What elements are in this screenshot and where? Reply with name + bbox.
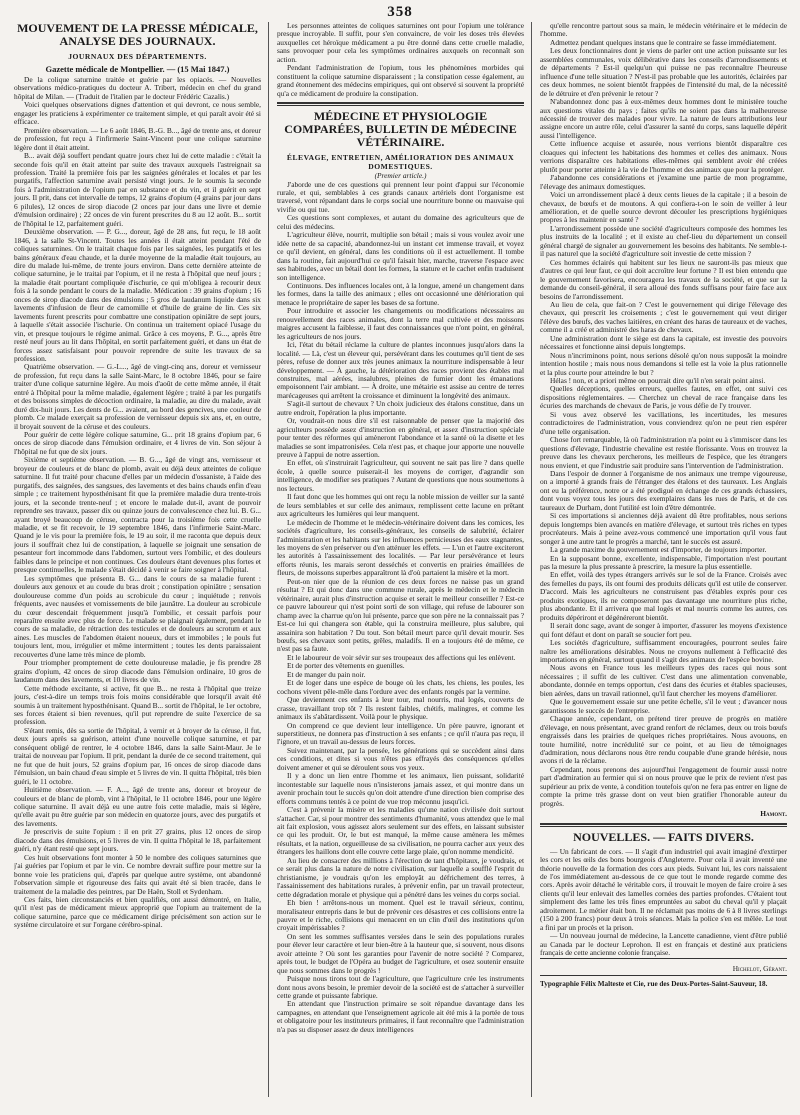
paragraph: Cette influence acquise et assurée, nous verrions bientôt disparaître ces cloaques qui infectent les habitations des hommes et celles des animaux. Nous verrions disparaître ces habitations elles-mêmes qui semblent avoir été créées plutôt pour porter atteinte à la vie de l'homme et des animaux que pour la protéger. xyxy=(540,139,787,174)
paragraph: — Un fabricant de cors. — Il s'agit d'un industriel qui avait imaginé d'extirper les cors et les œils des bons bourgeois d'Angleterre. Pour cela il avait inventé une théorie nouvelle de la formation des cors aux pieds. Suivant lui, les cors naissaient de l'os immédiatement au-dessous de ce que tout le monde regarde comme des cors. Après avoir détaché le véritable cors, il trouvait le moyen de faire croire à ses clients qu'il leur enlevait des lamelles cornées des parties profondes. C'étaient tout simplement des lame les très fines empruntées au sabot du cheval qu'il y plaçait adroitement. Le métier était bon. Il ne réclamait pas moins de 6 à 8 livres sterlings (150 à 200 francs) pour deux à trois séances. Mais la police s'en est mêlée. Le tout a fini par un procès et la prison. xyxy=(540,846,787,932)
paragraph: Les personnes atteintes de coliques saturnines ont pour l'opium une tolérance presque incroyable. Il suffit, pour s'en convaincre, de voir les doses très élevées auxquelles cet héroïque médicament a pu être donné dans cette cruelle maladie, sans provoquer pour cela les symptômes ordinaires auxquels on reconnaît son action. xyxy=(277,22,524,64)
paragraph: Continuons. Des influences locales ont, à la longue, amené un changement dans les formes, dans la taille des animaux ; elles ont occasionné une détérioration qui menace le propriétaire de saper les bases de sa fortune. xyxy=(277,280,524,307)
paragraph: Ces questions sont complexes, et autant du domaine des agriculteurs que de celui des médecins. xyxy=(277,213,524,231)
section-heading-news: NOUVELLES. — FAITS DIVERS. xyxy=(573,829,754,844)
paragraph: Voici un arrondissement placé à deux cents lieues de la capitale ; il a besoin de chevaux, de bœufs et de moutons. A qui confiera-t-on le soin de veiller à leur amélioration, et de quelle source devront découler les prescriptions hygiéniques propres à les maintenir en santé ? xyxy=(540,190,787,225)
paragraph: Cette méthode excitante, si active, fit que B... ne resta à l'hôpital que treize jours, c'est-à-dire un temps trois fois moins considérable que lorsqu'il avait été soumis à un traitement hyposthénisant. Quand B... sortit de l'hôpital, le 1er octobre, ses forces étaient si bien revenues, qu'il put reprendre de suite l'exercice de sa profession. xyxy=(14,683,261,727)
paragraph: Chaque année, cependant, on prétend tirer preuve de progrès en matière d'élevage, en nous présentant, avec grand renfort de réclames, deux ou trois bœufs engraissés dans les prairies de quelques riches propriétaires. Nous avouons, en toute humilité, notre incrédulité sur ce point, et au lieu de témoignages d'admiration, nous déclarons nous être rendu coupable d'une grande hérésie, nous avons ri de la réclame. xyxy=(540,714,787,766)
paragraph: Pendant l'administration de l'opium, tous les phénomènes morbides qui constituent la colique saturnine disparaissent ; la constipation cesse également, au grand étonnement des médecins empiriques, qui ont observé si souvent la propriété qu'a ce médicament de produire la constipation. xyxy=(277,63,524,98)
paragraph: Quatrième observation. — G.-L..., âgé de vingt-cinq ans, doreur et vernisseur de profession, fut reçu dans la salle Saint-Marc, le 8 octobre 1846, pour se faire traiter d'une colique saturnine légère. Au mois d'août de cette même année, il était entré à l'hôpital pour la même maladie, également légère ; traité à par les purgatifs et des boissons simples de décoction ordinaire, la maladie, au dire du malade, avait duré dix-huit jours. Les dents de G... avaient, au bord des gencives, une couleur de plomb. Ce malade exerçait sa profession de vernisseur depuis six ans, et, en outre, il broyait souvent de la céruse et des couleurs. xyxy=(14,362,261,431)
gerant-line: Hichelot, Gérant. xyxy=(732,964,787,974)
paragraph: Si ces importations si anciennes déjà avaient dû être profitables, nous serions depuis longtemps bien avancés en matière d'élevage, et surtout très riches en types procréateurs. Mais à peine avez-vous commencé une importation qu'il vous faut songer à une autre tant le progrès a marché, tant le succès est assuré. xyxy=(540,511,787,546)
paragraph: En attendant que l'instruction primaire se soit répandue davantage dans les campagnes, en attendant que l'enseignement agricole ait été mis à la portée de tous et obligatoire pour les instituteurs primaires, il faut reconnaître que l'administration n'a pas su disposer assez de deux intelligences xyxy=(277,999,524,1034)
column-2-intro xyxy=(277,22,524,98)
subheading-livestock: ÉLEVAGE, ENTRETIEN, AMÉLIORATION DES ANIMAUX DOMESTIQUES. xyxy=(286,153,515,172)
section-divider-thin xyxy=(277,105,524,106)
paragraph: Ces faits, bien circonstanciés et bien qualifiés, ont aussi démontré, en Italie, qu'il n'est pas de médicament mieux approprié que l'opium au traitement de la colique saturnine, parce que ce médicament dirige précisément son action sur le système circulatoire et sur l'organe cérébro-spinal. xyxy=(14,894,261,930)
paragraph: Ces hommes éclairés qui habitent sur les lieux ne sauront-ils pas mieux que d'autres ce qui leur faut, ce qui doit accroître leur fortune ? Il est bien entendu que le gouvernement favorisera, encouragera les travaux de la société, et que sur la demande du conseil-général, il sera alloué des fonds suffisans pour faire face aux besoins de l'arrondissement. xyxy=(540,257,787,301)
paragraph: Il faut donc que les hommes qui ont reçu la noble mission de veiller sur la santé de leurs semblables et sur celle des animaux, remplissent cette lacune en prêtant aux agriculteurs les lumières qui leur manquent. xyxy=(277,492,524,519)
paragraph: Dans l'espoir de donner à l'organisme de nos animaux une trempe vigoureuse, on a importé à grands frais de l'étranger des étalons et des taureaux. Les Anglais ont eu la préférence, notre or a été prodigué en échange de ces grands échassiers, dont vous voyez tous les jours des exemplaires dans les rues de Paris, et de ces taureaux de Durham, dont l'utilité est loin d'être démontrée. xyxy=(540,469,787,512)
article-signature: Hamont. xyxy=(760,809,787,819)
paragraph: Cependant, nous prenons des aujourd'hui l'engagement de fournir aussi notre part d'admiration au fermier qui si on nous prouve que le prix de revient n'est pas supérieur au prix de vente, à condition toutefois qu'on ne fera pas entrer en ligne de compte la prime très grasse dont on veut bien gratifier l'honorable auteur du progrès. xyxy=(540,764,787,808)
paragraph: qu'elle rencontre partout sous sa main, le médecin vétérinaire et le médecin de l'homme. xyxy=(540,22,787,39)
paragraph: N'abandonnez donc pas à eux-mêmes deux hommes dont le ministère touche aux questions vitales du pays ; faites qu'ils ne soient pas dans la malheureuse nécessité de trouver des malades pour vivre. La nature de leurs attributions leur assigne encore un autre rôle, celui d'assurer la santé du corps, sans laquelle dépérit aussi l'intelligence. xyxy=(540,97,787,140)
paragraph: En effet, où s'instruirait l'agriculteur, qui souvent ne sait pas lire ? dans quelle école, à quelle source puiserait-il les moyens de corriger, d'agrandir son intelligence, de modifier ses pratiques ? Autant de questions que nous soumettons à nos lecteurs. xyxy=(277,458,524,493)
paragraph: Sixième et septième observation. — B. G..., âgé de vingt ans, vernisseur et broyeur de couleurs et de blanc de plomb, avait eu déjà deux atteintes de colique saturnine. Il fut traité pour chacune d'elles par un médecin d'ossaniste, à l'aide des purgatifs, des saignées, des sangsues, des lavements et des bains chauds enfin d'eau simple ; ce traitement hyposthénisant fit que la première maladie dura trente-trois jours, et la seconde trente-neuf ; et encore le malade dut-il, avant de pouvoir reprendre ses travaux, passer dix ou quinze jours de convalescence chez lui. B. G... ayant broyé beaucoup de céruse, contracta pour la troisième fois cette cruelle maladie, et se fit recevoir, le 19 septembre 1846, dans l'infirmerie Saint-Marc. Quand je le vis pour la première fois, le 19 au soir, il me raconta que depuis deux jours il souffrait chez lui de constipation, à laquelle se joignait une sensation de pesanteur fort incommode dans l'abdomen, surtout vers l'ombilic, et des douleurs faibles dans le principe et non continues. Ces douleurs étant devenues plus fortes et presque continuelles, le malade s'était décidé à venir se faire soigner à l'hôpital. xyxy=(14,455,261,575)
paragraph: Hélas ! non, et a priori même on pourrait dire qu'il n'en serait point ainsi. xyxy=(550,376,766,386)
paragraph: Première observation. — Le 6 août 1846, B.-G. B..., âgé de trente ans, et doreur de profession, fut reçu à l'infirmerie Saint-Vincent pour une colique saturnine légère dont il était atteint. xyxy=(14,125,261,152)
paragraph: Chose fort remarquable, là où l'administration n'a point eu à s'immiscer dans les questions d'élevage, l'industrie chevaline est restée florissante. Vous en trouvez la preuve dans les chevaux percherons, les meilleurs de l'espèce, que les étrangers nous envient, et que l'industrie sait produire sans l'intervention de l'administration. xyxy=(540,435,787,470)
paragraph: Les sociétés d'agriculture, suffisamment encouragées, pourront seules faire naître les améliorations désirables. Nous ne croyons nullement à l'efficacité des importations en général, surtout quand il s'agit des animaux de l'espèce bovine. xyxy=(540,638,787,664)
column-rule-2 xyxy=(531,22,532,1097)
paragraph: Quelles déceptions, quelles erreurs, quelles fautes, en effet, ont suivi ces dispositions réglementaires. — Cherchez un cheval de race française dans les écuries des marchands de chevaux de Paris, je vous défie de l'y trouver. xyxy=(540,384,787,411)
paragraph: Voici quelques observations dignes d'attention et qui devront, ce nous semble, engager les praticiens à expérimenter ce traitement simple, et qui paraît avoir été si efficace. xyxy=(14,100,261,127)
paragraph: Si vous avez observé les vacillations, les incertitudes, les mesures contradictoires de l'administration, vous conviendrez qu'on ne peut rien espérer d'une telle organisation. xyxy=(540,409,787,436)
paragraph: De la colique saturnine traitée et guérie par les opiacés. — Nouvelles observations médico-pratiques du docteur A. Tribert, médecin en chef du grand hôpital de Milan. — (Traduit de l'italien par le docteur Frédéric Cazalis.) xyxy=(14,75,261,101)
paragraph: J'aborde une de ces questions qui prennent leur point d'appui sur l'économie rurale, et qui, semblables à ces grands canaux artériels dont l'organisme est traversé, vont répandant dans le corps social une nourriture bonne ou mauvaise qui vivifie ou qui tue. xyxy=(277,179,524,214)
paragraph: Suivez maintenant, par la pensée, les générations qui se succèdent ainsi dans ces conditions, et dites si vous n'êtes pas effrayés des conséquences qu'elles doivent amener et qui se déroulent sous vos yeux. xyxy=(277,745,524,772)
paragraph: Et de manger du pain noir. xyxy=(287,669,366,679)
page-number: 358 xyxy=(387,4,413,20)
news-body xyxy=(540,848,787,958)
paragraph: S'agit-il surtout de chevaux ? Un choix judicieux des étalons constitue, dans un autre endroit, l'opération la plus importante. xyxy=(277,399,524,417)
news-divider xyxy=(540,823,787,825)
subheading-journals: JOURNAUX DES DÉPARTEMENTS. xyxy=(68,52,207,61)
paragraph: Et de porter des vêtements en guenilles. xyxy=(287,661,405,671)
paragraph: — Un nouveau journal de médecine, la Lancette canadienne, vient d'être publié au Canada par le docteur Leprohon. Il est en français et destiné aux praticiens français de cette ancienne colonie française. xyxy=(540,931,787,958)
section-heading-veterinary: MÉDECINE ET PHYSIOLOGIE COMPARÉES, BULLETIN DE MÉDECINE VÉTÉRINAIRE. xyxy=(284,109,517,150)
paragraph: On sent les sommes suffisantes versées dans le sein des populations rurales pour élever leur caractère et leur bien-être à la hauteur que, si souvent, nous disons avoir atteinte ? Où sont les garanties pour l'avenir de notre société ? Comparez, après tout, le budget de l'Opéra au budget de l'agriculture, et osez soutenir ensuite que nous sommes dans le progrès ! xyxy=(277,931,524,975)
column-2 xyxy=(277,22,524,1100)
paragraph: Au lieu de cela, que fait-on ? C'est le gouvernement qui dirige l'élevage des chevaux, qui prescrit les croisements ; c'est le gouvernement qui veut diriger l'élève des bœufs, des vaches laitières, en créant des haras de taureaux et de vaches, comme il a créé et administré des haras de chevaux. xyxy=(540,299,787,335)
column-2-body xyxy=(277,181,524,1035)
paragraph: Il y a donc un lien entre l'homme et les animaux, lien puissant, solidarité incontestable sur laquelle nous n'insisterons jamais assez, et qui montre dans un avenir prochain tout le succès qu'on doit attendre d'une direction bien comprise des efforts communs tentés à ce point de vue trop méconnu jusqu'ici. xyxy=(277,771,524,806)
section-heading-press: MOUVEMENT DE LA PRESSE MÉDICALE, ANALYSE DES JOURNAUX. xyxy=(17,22,258,48)
paragraph: Le médecin de l'homme et le médecin-vétérinaire doivent dans les comices, les sociétés d'agriculture, les conseils-généraux, les conseils de salubrité, éclairer l'administration et les habitants sur les influences pernicieuses des eaux stagnantes, les moyens de s'en préserver ou d'en atténuer les effets. — L'un et l'autre exciteront les autorités à l'assainissement des localités. — Par leur persévérance et leurs efforts réunis, les marais seront desséchés et convertis en prairies émaillées de fleurs, de moissons superbes apparaîtront là d'où partaient la misère et la mort. xyxy=(277,517,524,578)
source-line: Gazette médicale de Montpellier. — (15 Mai 1847.) xyxy=(45,64,230,74)
paragraph: Eh bien ! arrêtons-nous un moment. Quel est le travail sérieux, continu, moralisateur entrepris dans le but de prévenir ces désastres et ces collisions entre la pauvre et le riche, collisions qui menacent en un clin d'œil des institutions qu'on croyait impérissables ? xyxy=(277,898,524,933)
section-divider xyxy=(277,102,524,104)
paragraph: Peut-on nier que de la réunion de ces deux forces ne naisse pas un grand résultat ? Et qui donc dans une commune rurale, après le médecin et le médecin vétérinaire, aurait plus d'instruction acquise et serait le meilleur conseiller ? Est-ce ce pauvre laboureur qui n'est point sorti de son village, qui refuse de labourer son champ avec la charrue qu'on lui présente, parce que son père ne la connaissait pas ? Est-ce lui qui changera son étable, qui la construira meilleure, plus salubre, qui assainira son habitation ? Du tout. Son bétail meurt parce qu'il devait mourir. Ses bœufs, ses chevaux sont petits, grêles, maladifs. Il en a toujours été de même, ce n'est pas sa faute. xyxy=(277,576,524,654)
paragraph: Je prescrivis de suite l'opium : il en prit 27 grains, plus 12 onces de sirop diacode dans des émulsions, et 5 livres de vin. Il quitta l'hôpital le 18, parfaitement guéri, n'y étant resté que sept jours. xyxy=(14,827,261,854)
paragraph: Nous avons en France tous les meilleurs types des races qui nous sont nécessaires ; il suffit de les cultiver. C'est dans une alimentation convenable, abondante, donnée en temps opportun, c'est dans des écuries et étables spacieuses, bien aérées, dans un travail rationnel, qu'il faut chercher les moyens d'améliorer. xyxy=(540,663,787,698)
column-rule-1 xyxy=(268,22,269,1097)
article-note: (Premier article.) xyxy=(374,171,427,181)
printer-imprint: Typographie Félix Malteste et Cie, rue des Deux-Portes-Saint-Sauveur, 18. xyxy=(540,979,768,988)
paragraph: En la supposant bonne, excellente, indispensable, l'importation n'est pourtant pas la mesure la plus pressante à prescrire, la mesure la plus essentielle. xyxy=(540,553,787,571)
paragraph: Une administration dont le siège est dans la capitale, est investie des pouvoirs nécessaires et fonctionne ainsi depuis longtemps. xyxy=(540,333,787,352)
paragraph: En effet, voilà des types étrangers arrivés sur le sol de la France. Croisés avec des femelles du pays, ils ont fourni des produits délicats qu'il est utile de conserver. D'accord. Mais les agriculteurs ne construisent pas d'étables exprès pour ces produits exotiques, ils ne composeront pas davantage une nourriture plus riche, plus abondante. Et il arrivera que mal logés et mal nourris comme les autres, ces produits dépériront et dégénéreront bientôt. xyxy=(540,570,787,622)
column-3-body xyxy=(540,22,787,808)
paragraph: Nous n'incriminons point, nous serions désolé qu'on nous supposât la moindre intention hostile ; mais nous nous demandons si telle est la voie la plus rationnelle et la plus courte pour atteindre le but ? xyxy=(540,350,787,377)
paragraph: L'agriculteur élève, nourrit, multiplie son bétail ; mais si vous voulez avoir une idée nette de sa capacité, abandonnez-lui un instant cet immense travail, et voyez ce qu'il devient, en général, dans les conditions où il est actuellement. Il tombe dans la routine, fait aujourd'hui ce qu'il faisait hier, marche, traverse l'espace avec ses habitudes, avec un bétail dont les formes, la stature et le cachet enfin traduisent son intelligence. xyxy=(277,230,524,282)
paragraph: Huitième observation. — F. A..., âgé de trente ans, doreur et broyeur de couleurs et de blanc de plomb, vint à l'hôpital, le 11 octobre 1846, pour une légère colique saturnine. Il avait déjà eu une autre fois cette maladie, mais si légère, qu'elle avait pu être guérie par son médecin en quatorze jours, avec des purgatifs et des lavements. xyxy=(14,785,261,828)
paragraph: On comprend ce que devient leur intelligence. Un père pauvre, ignorant et superstitieux, ne donnera pas d'instruction à ses enfants ; ce qu'il n'aura pas reçu, il l'ignore, et un travail au-dessus de leurs forces. xyxy=(277,720,524,747)
column-1-body xyxy=(14,76,261,930)
paragraph: Et le laboureur de voir sévir sur ses troupeaux des affections qui les enlèvent. xyxy=(287,652,516,662)
paragraph: L'arrondissement possède une société d'agriculteurs composée des hommes les plus instruits de la localité ; et il existe au chef-lieu du département un conseil général chargé de signaler au gouvernement les besoins des habitants. Ne semble-t-il pas naturel que la société d'agriculture soit investie de cette mission ? xyxy=(540,223,787,259)
paragraph: Ici, l'état du bétail réclame la culture de plantes inconnues jusqu'alors dans la localité. — Là, c'est un éleveur qui, persévérant dans les coutumes qu'il tient de ses pères, refuse de donner aux très jeunes animaux la nourriture indispensable à leur développement. — À gauche, la détérioration des races provient des étables mal construites, mal aérées, insalubres, pleines de fumier dont les émanations empoisonnent l'air ambiant. — À droite, une métairie est assise au centre de terres marécageuses qui arrêtent la croissance et diminuent la longévité des animaux. xyxy=(277,340,524,400)
paragraph: Les deux fonctionnaires dont je viens de parler ont une action puissante sur les assemblées communales, voix délibérative dans les conseils d'arrondissements et de départements ? Est-il quelqu'un qui puisse ne pas reconnaître l'heureuse influence d'une telle situation ? N'est-il pas probable que les autorités, éclairées par ces deux hommes, ne soient bientôt frappées de l'intensité du mal, de la nécessité de le détruire et d'en prévenir le retour ? xyxy=(540,46,787,98)
paragraph: Les symptômes que présenta B. G... dans le cours de sa maladie furent : douleurs aux genoux et au coude du bras droit ; constipation opiniâtre ; sensation douloureuse comme d'un poids au scrobicule du cœur ; inquiétude ; renvois fréquents, avec nausées et vomissements de bile jaunâtre. La douleur au scrobicule du cœur descendait fréquemment jusqu'à l'ombilic, et cessait parfois pour reparaître ensuite avec plus de force. Le malade se plaignait également, pendant le cours de sa maladie, de rétraction des testicules et de douleurs au scrotum et aux aines. Les muscles de l'abdomen étaient noueux, durs et immobiles ; le pouls fut toujours lent, mou, irrégulier et même intermittent ; toutes les dents paraissaient recouvertes d'une lame très mince de plomb. xyxy=(14,573,261,659)
paragraph: Ces huit observations font monter à 50 le nombre des coliques saturnines que j'ai guéries par l'opium et par le vin. Ce nombre devrait suffire pour mettre sur la bonne voie les praticiens qui, d'après par quelque autre système, ont abandonné l'observation simple et rigoureuse des faits qui avait été si bien tracée, dans le traitement de la maladie des peintres, par De Haën, Stoll et Sydenham. xyxy=(14,852,261,896)
paragraph: Il serait donc sage, avant de songer à importer, d'assurer les moyens d'existence qui font défaut et dont on paraît se soucier fort peu. xyxy=(540,621,787,639)
column-3 xyxy=(540,22,787,1100)
paragraph: Que le gouvernement essaie sur une petite échelle, s'il le veut ; d'avancer nous garantissons le succès de l'entreprise. xyxy=(540,697,787,715)
news-divider-thin xyxy=(540,826,787,827)
paragraph: La grande maxime du gouvernement est d'importer, de toujours importer. xyxy=(550,545,767,555)
paragraph: B... avait déjà souffert pendant quatre jours chez lui de cette maladie : c'était la seconde fois qu'il en était atteint par suite des travaux auxquels l'astreignait sa profession. Traité la première fois par les saignées générales et locales et par les purgatifs, l'affection saturnine avait persisté vingt jours. Je le soumis la seconde fois à l'administration de l'opium par en substance et du vin, et il guérit en sept jours. Il prit, dans cet intervalle de temps, 12 grains d'opium (4 grains par jour dans 6 pilules), 12 onces de sirop diacode (2 onces par jour dans une livre et demie d'émulsion ordinaire) ; 22 onces de vin furent prescrites du 8 au 12 août. B... sortit de l'hôpital le 12, parfaitement guéri. xyxy=(14,151,261,228)
paragraph: Admettez pendant quelques instans que le contraire se fasse immédiatement. xyxy=(550,37,777,47)
paragraph: Au lieu de consacrer des millions à l'érection de tant d'hôpitaux, je voudrais, et ce serait plus dans la nature de notre civilisation, sur laquelle a soufflé l'esprit du christianisme, je voudrais qu'on les employât au défrichement des terres, à l'assainissement des habitations rurales, à prévenir enfin, par un travail protecteur, cette dégradation morale et physique qui a pénétré dans les veines du corps social. xyxy=(277,855,524,899)
paragraph: Et de loger dans une espèce de bouge où les chats, les chiens, les poules, les cochons vivent pêle-mêle dans l'ordure avec des enfants rongés par la vermine. xyxy=(277,678,524,696)
paragraph: Pour introduire et associer les changements ou modifications nécessaires au renouvellement des races animales, dont la terre mal cultivée et des moissons maigres accusent la faiblesse, il faut des connaissances que n'ont point, en général, les agriculteurs de nos jours. xyxy=(277,306,524,341)
paragraph: S'étant remis, dès sa sortie de l'hôpital, à vernir et à broyer de la céruse, il fut, deux jours après sa guérison, atteint d'une nouvelle colique saturnine, et par conséquent obligé de rentrer, le 4 octobre 1846, dans la salle Saint-Maur. Je le traitai de nouveau par l'opium. Il prit, pendant la durée de ce second traitement, qui ne fut que de huit jours, 52 grains d'opium par, 16 onces de sirop diacode dans l'émulsion, un bain chaud d'eau simple et 5 livres de vin. Il quitta l'hôpital, très bien guéri, le 11 octobre. xyxy=(14,725,261,786)
paragraph: Deuxième observation. — P. G..., doreur, âgé de 28 ans, fut reçu, le 18 août 1846, à la salle St-Vincent. Toutes les années il était atteint pendant l'été de coliques saturnines. On le traitait chaque fois par les saignées, les purgatifs et les bains généraux d'eau chaude, et la durée moyenne de la maladie était toujours, au dire du malade lui-même, de trente jours environ. Dans cette dernière atteinte de colique saturnine, je le traitai par l'opium, et il ne resta à l'hôpital que neuf jours ; la maladie était pourtant compliquée d'ischurie, ce qui m'obligea à recourir deux fois à la sonde pendant le cours de la maladie. Médication : 39 grains d'opium ; 16 onces de sirop diacode dans des émulsions ; 5 gros de laudanum liquide dans six lavements d'infusion de fleur de camomille et d'huile de graine de lin. Ces six lavements furent prescrits pour combattre une constipation opiniâtre de sept jours, à laquelle s'était associée l'ischurie. On continua un traitement opiacé l'usage du vin, et presque toujours le régime animal. Grâce à ces moyens, P. G..., après être resté neuf jours au lit dans l'hôpital, en sortit parfaitement guéri, et dans un état de forces assez satisfaisant pour pouvoir reprendre de suite les travaux de sa profession. xyxy=(14,227,261,363)
column-1 xyxy=(14,22,261,1100)
paragraph: C'est à prévenir la misère et les maladies qu'une nation civilisée doit surtout s'attacher. Car, si pour montrer des sentiments d'humanité, vous attendez que le mal ait fait explosion, vous agissez alors seulement sur des effets, en laissant subsister ce qui les produit. Or, le but est manqué, la même cause amènera les mêmes résultats, et la nation, orgueilleuse de sa civilisation, ne pourra cacher aux yeux des étrangers les haillons dont elle couvre cette large plaie, qu'on nomme mendicité. xyxy=(277,805,524,857)
footer-divider xyxy=(540,958,787,959)
paragraph: Pour guérir de cette légère colique saturnine, G... prit 18 grains d'opium par, 6 onces de sirop diacode dans l'émulsion ordinaire, et 4 livres de vin. Son séjour à l'hôpital ne fut que de six jours. xyxy=(14,430,261,456)
paragraph: Or, voudrait-on nous dire s'il est raisonnable de penser que la majorité des agriculteurs possède assez d'instruction en général, et assez d'instruction spéciale pour tenter des réformes qui amèneront l'abondance et la santé où la disette et les maladies se sont impatronisées. Cela n'est pas, et chaque jour apporte une nouvelle preuve à l'appui de notre assertion. xyxy=(277,416,524,460)
imprint-divider xyxy=(540,975,787,976)
paragraph: J'abandonne ces considérations et j'examine une partie de mon programme, l'élevage des animaux domestiques. xyxy=(540,173,787,191)
paragraph: Pour triompher promptement de cette douloureuse maladie, je fis prendre 28 grains d'opium, 42 onces de sirop diacode dans l'émulsion ordinaire, 10 gros de laudanum dans des lavements, et 10 livres de vin. xyxy=(14,658,261,685)
paragraph: Que deviennent ces enfants à leur tour, mal nourris, mal logés, couverts de crasse, travaillant trop tôt ? Ils restent faibles, chétifs, malingres, et comme les animaux ils s'abâtardissent. Voilà pour le physique. xyxy=(277,695,524,722)
paragraph: Puisque nous tirons tout de l'agriculture, que l'agriculture crée les instruments dont nous avons besoin, le premier devoir de la société est de s'attacher à surveiller cette grande et puissante fabrique. xyxy=(277,974,524,1001)
